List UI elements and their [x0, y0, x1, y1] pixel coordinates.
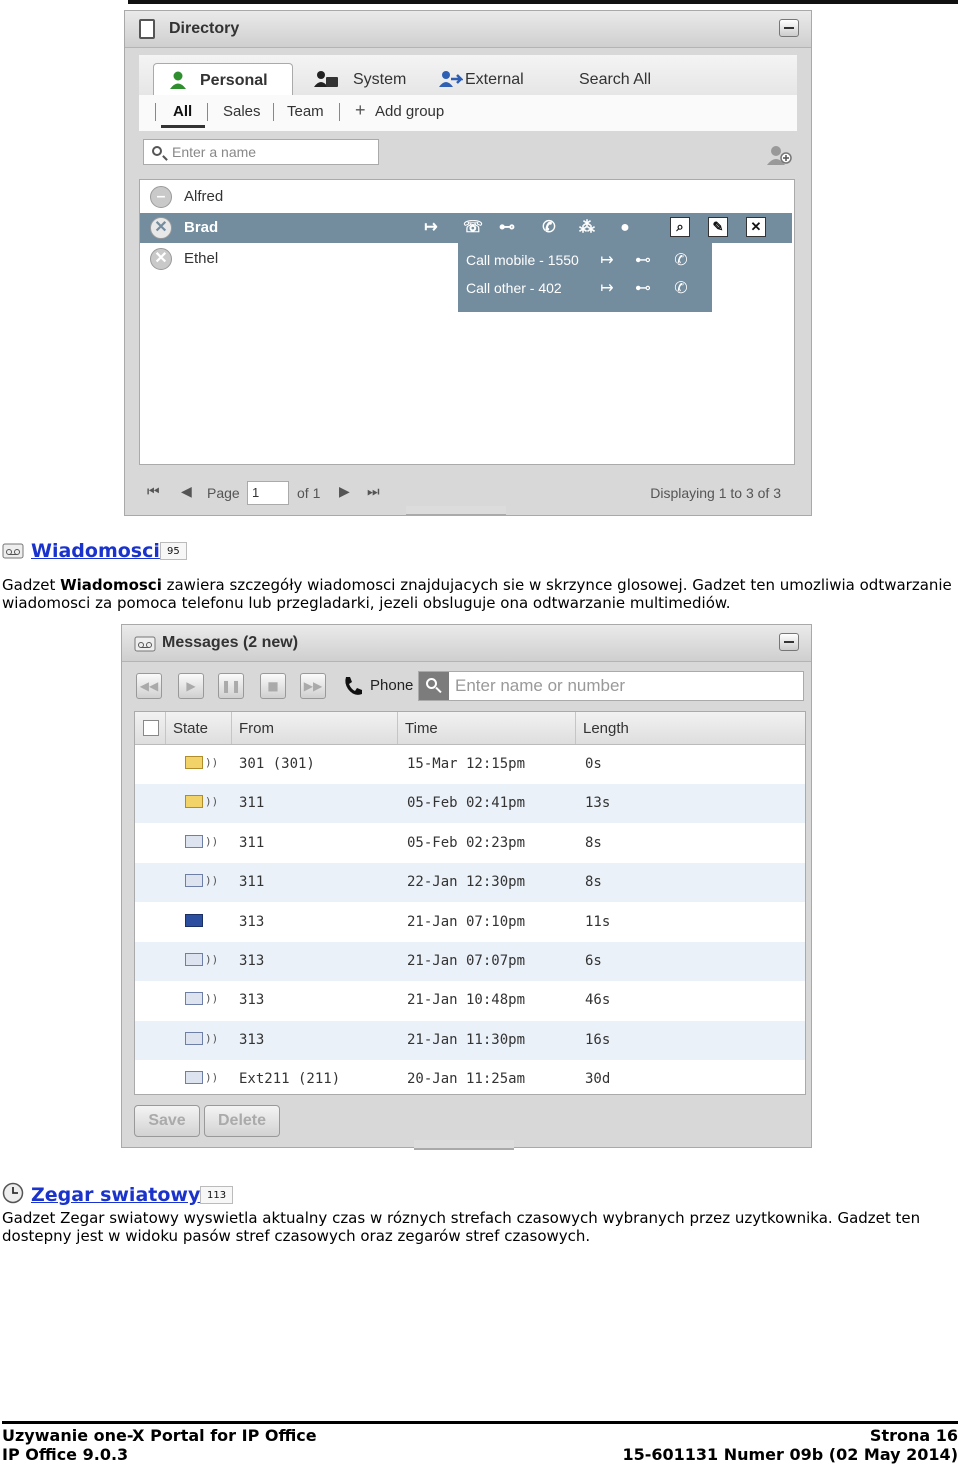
search-icon — [152, 146, 162, 156]
message-time: 15-Mar 12:15pm — [407, 756, 526, 772]
table-row[interactable] — [135, 942, 805, 981]
wiadomosci-link[interactable]: Wiadomosci — [31, 540, 160, 562]
messages-titlebar — [122, 625, 811, 662]
person-icon — [168, 70, 188, 90]
delete-contact-icon[interactable]: ✕ — [746, 217, 766, 237]
message-length: 30d — [585, 1071, 611, 1088]
table-row[interactable] — [135, 863, 805, 902]
subtab-all[interactable]: All — [173, 103, 193, 120]
contact-name: Alfred — [184, 188, 224, 205]
table-row[interactable] — [135, 1021, 805, 1060]
tab-search-all[interactable] — [563, 63, 663, 95]
message-from: 313 — [239, 953, 265, 969]
tab-external-label: External — [465, 71, 524, 88]
tab-personal[interactable] — [153, 63, 293, 96]
read-message-icon — [185, 1071, 203, 1084]
column-divider — [575, 712, 576, 744]
new-message-icon — [185, 756, 203, 769]
column-divider — [397, 712, 398, 744]
directory-title: Directory — [169, 20, 240, 37]
prev-page-icon[interactable]: ◀ — [181, 483, 192, 499]
column-time[interactable]: Time — [405, 720, 438, 737]
play-button[interactable]: ▶ — [178, 673, 204, 699]
zegar-link[interactable]: Zegar swiatowy — [31, 1184, 201, 1206]
search-placeholder: Enter name or number — [455, 676, 626, 695]
column-from[interactable]: From — [239, 720, 274, 737]
subtab-divider — [339, 103, 340, 121]
dial-icon[interactable]: ✆ — [674, 280, 688, 297]
top-rule — [128, 0, 958, 4]
messages-table — [134, 711, 806, 1095]
footer-version: IP Office 9.0.3 — [2, 1445, 129, 1464]
message-length: 6s — [585, 953, 602, 969]
column-length[interactable]: Length — [583, 720, 629, 737]
table-row[interactable] — [135, 903, 805, 942]
directory-gadget — [124, 10, 812, 516]
next-page-icon[interactable]: ▶ — [339, 483, 350, 499]
chat-icon[interactable]: ● — [620, 219, 630, 236]
message-time: 21-Jan 07:10pm — [407, 913, 526, 930]
dial-icon[interactable]: ✆ — [674, 252, 688, 269]
add-contact-icon[interactable] — [765, 143, 793, 167]
subtab-team[interactable]: Team — [287, 103, 324, 120]
clock-icon — [2, 1182, 24, 1204]
wiadomosci-heading — [2, 540, 402, 564]
first-page-icon[interactable]: ⏮ — [147, 483, 160, 499]
tab-system[interactable] — [299, 63, 411, 95]
message-from: 301 (301) — [239, 756, 315, 772]
phone-icon[interactable] — [342, 675, 364, 697]
audio-icon: )) — [205, 1031, 219, 1045]
saved-message-icon — [185, 914, 203, 927]
voicemail-icon — [134, 635, 156, 653]
para-text: zawiera szczegóły wiadomosci znajdujacych sie w skrzynce glosowej. Gadzet ten umozliwia odtwarzanie wiadomosci za pomoca telefonu lub przegladarki, jezeli obsluguje ona odtwarzanie multimediów. — [2, 576, 952, 612]
read-message-icon — [185, 835, 203, 848]
busy-status-icon: – — [150, 186, 172, 208]
audio-icon: )) — [205, 953, 219, 966]
message-from: 313 — [239, 992, 265, 1009]
directory-icon — [139, 19, 155, 39]
page-reference[interactable]: 113 — [200, 1186, 233, 1204]
system-phone-icon — [313, 69, 339, 89]
table-row[interactable] — [135, 1060, 805, 1099]
directory-titlebar — [125, 11, 811, 48]
resize-grip[interactable] — [406, 506, 506, 516]
audio-icon: )) — [205, 795, 219, 809]
voicemail-icon[interactable]: ⊷ — [635, 280, 651, 297]
zegar-description: Gadzet Zegar swiatowy wyswietla aktualny czas w róznych strefach czasowych wybranych przez uzytkownika. Gadzet ten dostepny jest w widoku pasów stref czasowych oraz zegarów stref czasowych. — [2, 1209, 921, 1245]
conference-icon[interactable]: ⁂ — [579, 219, 595, 236]
contact-name: Ethel — [184, 250, 219, 267]
page-number-input[interactable]: 1 — [247, 481, 289, 505]
call-mobile-option: Call mobile - 1550 — [466, 252, 579, 268]
view-details-icon[interactable]: ⌕ — [670, 217, 690, 237]
group-subtabs — [139, 95, 797, 131]
message-length: 8s — [585, 874, 602, 891]
message-time: 05-Feb 02:41pm — [407, 795, 526, 812]
messages-title: Messages (2 new) — [162, 634, 299, 651]
table-header — [135, 712, 805, 745]
message-length: 46s — [585, 992, 611, 1009]
message-length: 8s — [585, 834, 602, 851]
search-placeholder: Enter a name — [172, 144, 257, 160]
page-label: Page — [207, 485, 240, 501]
offline-status-icon: ✕ — [150, 248, 172, 270]
tab-personal-label: Personal — [200, 72, 268, 89]
message-time: 05-Feb 02:23pm — [407, 834, 526, 851]
read-message-icon — [185, 953, 203, 966]
page-reference[interactable]: 95 — [160, 542, 187, 560]
select-all-checkbox[interactable] — [143, 720, 159, 736]
audio-icon: )) — [205, 1071, 219, 1085]
popup-row[interactable] — [458, 274, 712, 304]
search-icon[interactable] — [419, 672, 449, 700]
dial-icon[interactable]: ✆ — [542, 219, 556, 236]
footer-doc-number: 15-601131 Numer 09b (02 May 2014) — [622, 1445, 958, 1464]
contact-name: Brad — [184, 219, 219, 236]
table-row[interactable] — [135, 745, 805, 784]
add-group-button[interactable]: Add group — [375, 103, 445, 120]
message-length: 13s — [585, 795, 611, 812]
last-page-icon[interactable]: ⏭ — [367, 483, 380, 499]
column-divider — [231, 712, 232, 744]
minimize-button[interactable] — [779, 19, 799, 37]
audio-icon: )) — [205, 756, 219, 769]
voicemail-icon[interactable]: ⊷ — [635, 252, 651, 269]
pagination-bar — [139, 473, 795, 509]
edit-contact-icon[interactable]: ✎ — [708, 217, 728, 237]
display-count: Displaying 1 to 3 of 3 — [650, 485, 781, 501]
audio-icon: )) — [205, 992, 219, 1006]
tab-system-label: System — [353, 71, 407, 88]
name-number-search-input[interactable] — [418, 671, 804, 701]
read-message-icon — [185, 874, 203, 887]
message-length: 11s — [585, 913, 611, 930]
transfer-icon[interactable]: ↦ — [600, 280, 614, 297]
forward-button[interactable]: ▶▶ — [300, 673, 326, 699]
directory-tabs — [139, 55, 797, 95]
delete-button[interactable]: Delete — [204, 1105, 280, 1137]
read-message-icon — [185, 1032, 203, 1045]
message-from: 311 — [239, 795, 265, 812]
call-phone-icon[interactable]: ☏ — [462, 219, 483, 236]
message-from: Ext211 (211) — [239, 1071, 341, 1088]
pause-button[interactable]: ❚❚ — [218, 673, 244, 699]
message-time: 22-Jan 12:30pm — [407, 874, 526, 891]
add-group-icon: + — [355, 100, 366, 120]
resize-grip[interactable] — [414, 1140, 514, 1150]
message-time: 21-Jan 07:07pm — [407, 953, 526, 969]
column-divider — [165, 712, 166, 744]
save-button[interactable]: Save — [134, 1105, 200, 1137]
new-message-icon — [185, 795, 203, 808]
contact-row-selected[interactable] — [140, 213, 792, 243]
tab-external[interactable] — [423, 63, 535, 95]
subtab-divider — [273, 103, 274, 121]
message-time: 21-Jan 11:30pm — [407, 1031, 526, 1048]
para-emphasis: Wiadomosci — [60, 576, 162, 594]
offline-status-icon: ✕ — [150, 217, 172, 239]
voicemail-icon — [2, 542, 24, 560]
tab-search-all-label: Search All — [579, 71, 652, 88]
voicemail-icon[interactable]: ⊷ — [499, 219, 515, 236]
read-message-icon — [185, 992, 203, 1005]
message-length: 16s — [585, 1031, 611, 1048]
contact-row[interactable] — [140, 182, 792, 212]
transfer-icon[interactable]: ↦ — [424, 219, 438, 236]
wiadomosci-description — [2, 576, 958, 612]
message-from: 311 — [239, 834, 265, 851]
transfer-icon[interactable]: ↦ — [600, 252, 614, 269]
subtab-divider — [207, 103, 208, 121]
messages-gadget — [121, 624, 812, 1148]
page-count: of 1 — [297, 485, 321, 501]
message-from: 313 — [239, 1031, 265, 1048]
table-row[interactable] — [135, 824, 805, 863]
zegar-heading — [2, 1184, 402, 1208]
phone-playback-toggle[interactable]: Phone — [370, 677, 414, 694]
message-time: 20-Jan 11:25am — [407, 1071, 526, 1088]
table-row[interactable] — [135, 981, 805, 1020]
audio-icon: )) — [205, 834, 219, 848]
message-length: 0s — [585, 756, 602, 772]
minimize-button[interactable] — [779, 633, 799, 651]
subtab-active-indicator — [161, 125, 205, 128]
para-text: Gadzet — [2, 576, 61, 594]
table-row[interactable] — [135, 784, 805, 823]
subtab-divider — [155, 103, 156, 121]
message-time: 21-Jan 10:48pm — [407, 992, 526, 1009]
rewind-button[interactable]: ◀◀ — [136, 673, 162, 699]
contact-list — [139, 179, 795, 465]
message-from: 313 — [239, 913, 265, 930]
subtab-sales[interactable]: Sales — [223, 103, 261, 120]
footer-page-number: Strona 16 — [869, 1426, 958, 1445]
message-from: 311 — [239, 874, 265, 891]
name-search-input[interactable] — [143, 139, 379, 165]
stop-button[interactable]: ■ — [260, 673, 286, 699]
footer-rule — [2, 1421, 958, 1424]
popup-row[interactable] — [458, 246, 712, 276]
audio-icon: )) — [205, 874, 219, 888]
call-other-option: Call other - 402 — [466, 280, 562, 296]
external-users-icon — [437, 69, 463, 89]
column-state[interactable]: State — [173, 720, 209, 737]
call-options-popup — [458, 242, 712, 312]
footer-doc-title: Uzywanie one-X Portal for IP Office — [2, 1426, 317, 1445]
